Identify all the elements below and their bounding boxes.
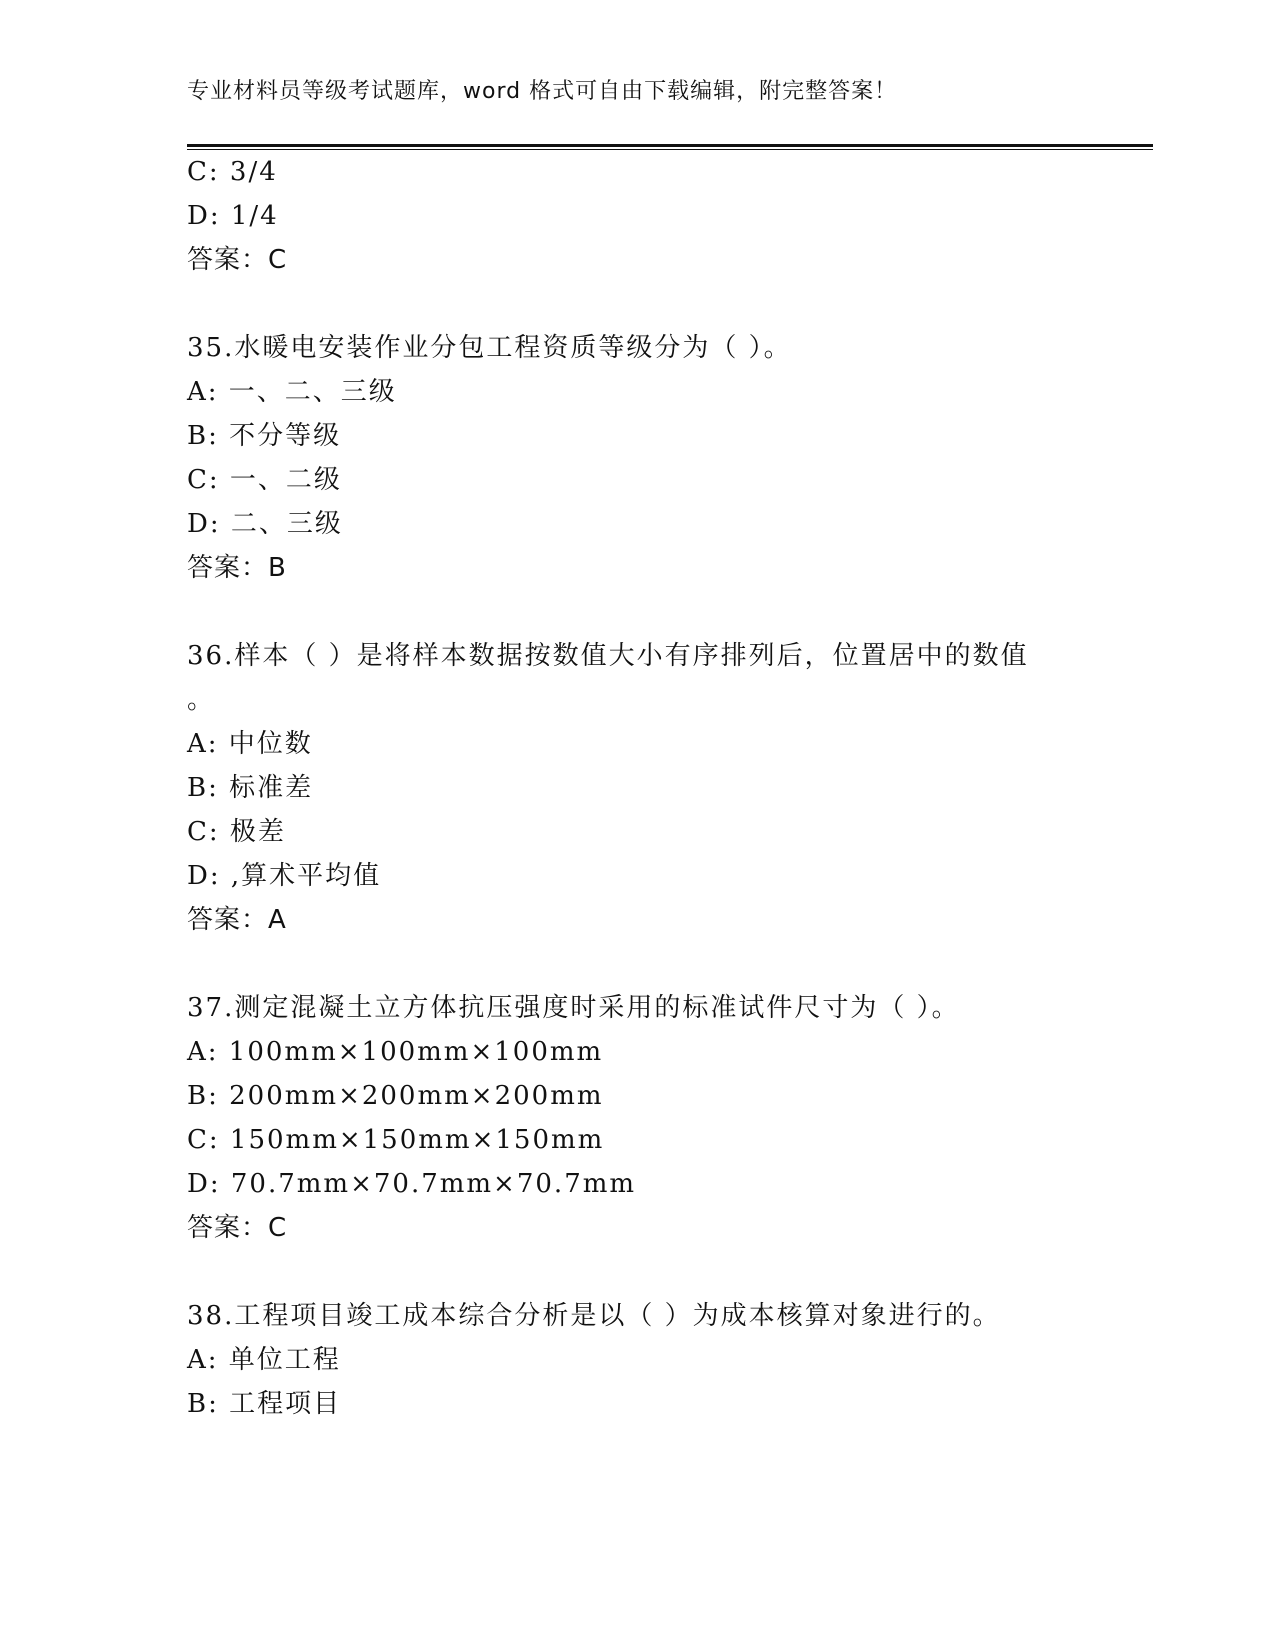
option-b: B: 200mm×200mm×200mm <box>187 1081 604 1111</box>
page-header: 专业材料员等级考试题库，word 格式可自由下载编辑，附完整答案！ <box>187 79 898 104</box>
option-d: D: 70.7mm×70.7mm×70.7mm <box>187 1169 637 1199</box>
option-d: D: 1/4 <box>187 201 279 231</box>
option-d: D: ,算术平均值 <box>187 861 382 891</box>
header-divider <box>187 144 1153 147</box>
option-a: A: 中位数 <box>187 729 313 759</box>
answer-line: 答案：C <box>187 245 288 275</box>
option-a: A: 单位工程 <box>187 1345 341 1375</box>
option-c: C: 一、二级 <box>187 465 342 495</box>
option-a: A: 一、二、三级 <box>187 377 397 407</box>
option-b: B: 工程项目 <box>187 1389 342 1419</box>
option-c: C: 150mm×150mm×150mm <box>187 1125 605 1155</box>
option-a: A: 100mm×100mm×100mm <box>187 1037 604 1067</box>
option-d: D: 二、三级 <box>187 509 343 539</box>
header-divider-thin <box>187 149 1153 150</box>
answer-line: 答案：A <box>187 905 287 935</box>
question-stem: 37.测定混凝土立方体抗压强度时采用的标准试件尺寸为（ ）。 <box>187 993 960 1023</box>
option-c: C: 3/4 <box>187 157 278 187</box>
answer-line: 答案：B <box>187 553 287 583</box>
option-b: B: 标准差 <box>187 773 314 803</box>
question-stem-continuation: 。 <box>187 685 216 715</box>
question-stem: 38.工程项目竣工成本综合分析是以（ ）为成本核算对象进行的。 <box>187 1301 1001 1331</box>
question-stem: 35.水暖电安装作业分包工程资质等级分为（ ）。 <box>187 333 792 363</box>
answer-line: 答案：C <box>187 1213 288 1243</box>
question-stem: 36.样本（ ）是将样本数据按数值大小有序排列后，位置居中的数值 <box>187 641 1029 671</box>
option-c: C: 极差 <box>187 817 286 847</box>
option-b: B: 不分等级 <box>187 421 342 451</box>
